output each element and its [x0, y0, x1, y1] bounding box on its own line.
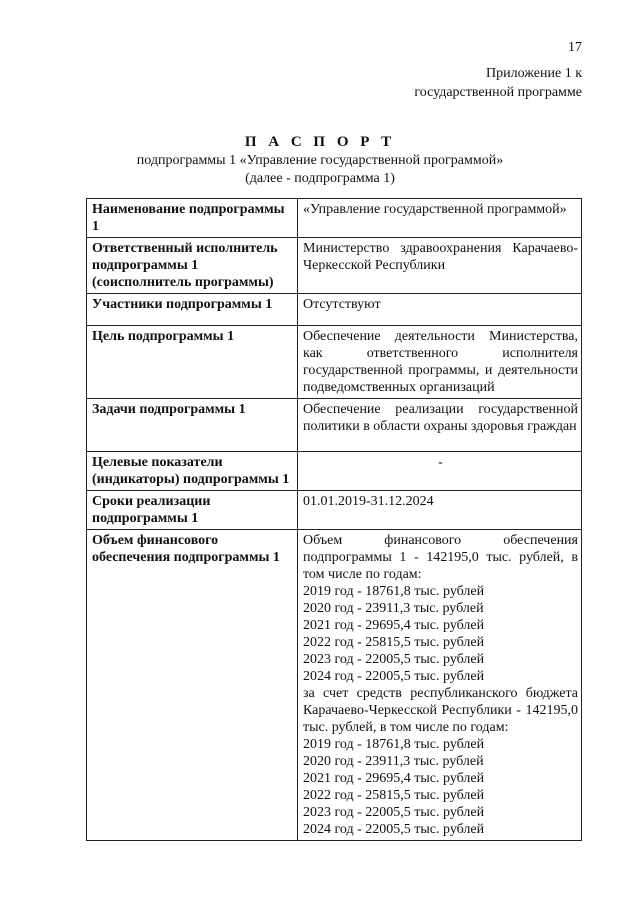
row-label: Сроки реализации подпрограммы 1: [87, 491, 298, 530]
row-value: Обеспечение реализации государственной политики в области охраны здоровья граждан: [298, 399, 582, 452]
funding-value: [298, 530, 582, 841]
row-label: Участники подпрограммы 1: [87, 294, 298, 326]
funding-year-line: 2019 год - 18761,8 тыс. рублей: [303, 584, 485, 599]
funding-intro: Объем финансового обеспечения подпрограммы 1 - 142195,0 тыс. рублей, в том числе по годам:: [303, 533, 578, 582]
funding-year-line: 2023 год - 22005,5 тыс. рублей: [303, 652, 485, 667]
table-row: [87, 491, 582, 530]
funding-year-line: 2021 год - 29695,4 тыс. рублей: [303, 618, 485, 633]
funding-year-line: 2020 год - 23911,3 тыс. рублей: [303, 601, 484, 616]
appendix-line-1: Приложение 1 к: [486, 66, 582, 81]
table-row: [87, 399, 582, 452]
budget-year-line: 2021 год - 29695,4 тыс. рублей: [303, 771, 485, 786]
budget-intro: за счет средств республиканского бюджета Карачаево-Черкесской Республики - 142195,0 тыс. рублей, в том числе по годам:: [303, 686, 578, 735]
appendix-note: [342, 64, 582, 102]
table-row: [87, 199, 582, 238]
row-value: Обеспечение деятельности Министерства, как ответственного исполнителя государственной программы, и деятельности подведомственных организаций: [298, 326, 582, 399]
row-label: Цель подпрограммы 1: [87, 326, 298, 399]
funding-year-line: 2022 год - 25815,5 тыс. рублей: [303, 635, 485, 650]
row-label: Наименование подпрограммы 1: [87, 199, 298, 238]
table-row: [87, 326, 582, 399]
row-value: 01.01.2019-31.12.2024: [298, 491, 582, 530]
row-label: Объем финансового обеспечения подпрограммы 1: [87, 530, 298, 841]
subtitle-line-2: (далее - подпрограмма 1): [245, 171, 395, 186]
page-number: 17: [568, 40, 582, 55]
appendix-line-2: государственной программе: [414, 85, 582, 100]
row-value: Отсутствуют: [298, 294, 582, 326]
budget-year-line: 2023 год - 22005,5 тыс. рублей: [303, 805, 485, 820]
row-value: «Управление государственной программой»: [298, 199, 582, 238]
document-title: П А С П О Р Т: [244, 134, 396, 150]
row-value: Министерство здравоохранения Карачаево-Черкесской Республики: [298, 238, 582, 294]
table-row: [87, 452, 582, 491]
row-label: Целевые показатели (индикаторы) подпрограммы 1: [87, 452, 298, 491]
table-row: [87, 294, 582, 326]
row-value: -: [298, 452, 582, 491]
table-row: [87, 238, 582, 294]
budget-year-line: 2024 год - 22005,5 тыс. рублей: [303, 822, 485, 837]
row-label: Ответственный исполнитель подпрограммы 1 (соисполнитель программы): [87, 238, 298, 294]
subtitle-line-1: подпрограммы 1 «Управление государственной программой»: [136, 153, 504, 168]
budget-year-line: 2022 год - 25815,5 тыс. рублей: [303, 788, 485, 803]
budget-year-line: 2020 год - 23911,3 тыс. рублей: [303, 754, 484, 769]
document-subtitle: [0, 152, 640, 188]
row-label: Задачи подпрограммы 1: [87, 399, 298, 452]
budget-year-line: 2019 год - 18761,8 тыс. рублей: [303, 737, 485, 752]
funding-year-line: 2024 год - 22005,5 тыс. рублей: [303, 669, 485, 684]
passport-table: [86, 198, 582, 841]
table-row: [87, 530, 582, 841]
